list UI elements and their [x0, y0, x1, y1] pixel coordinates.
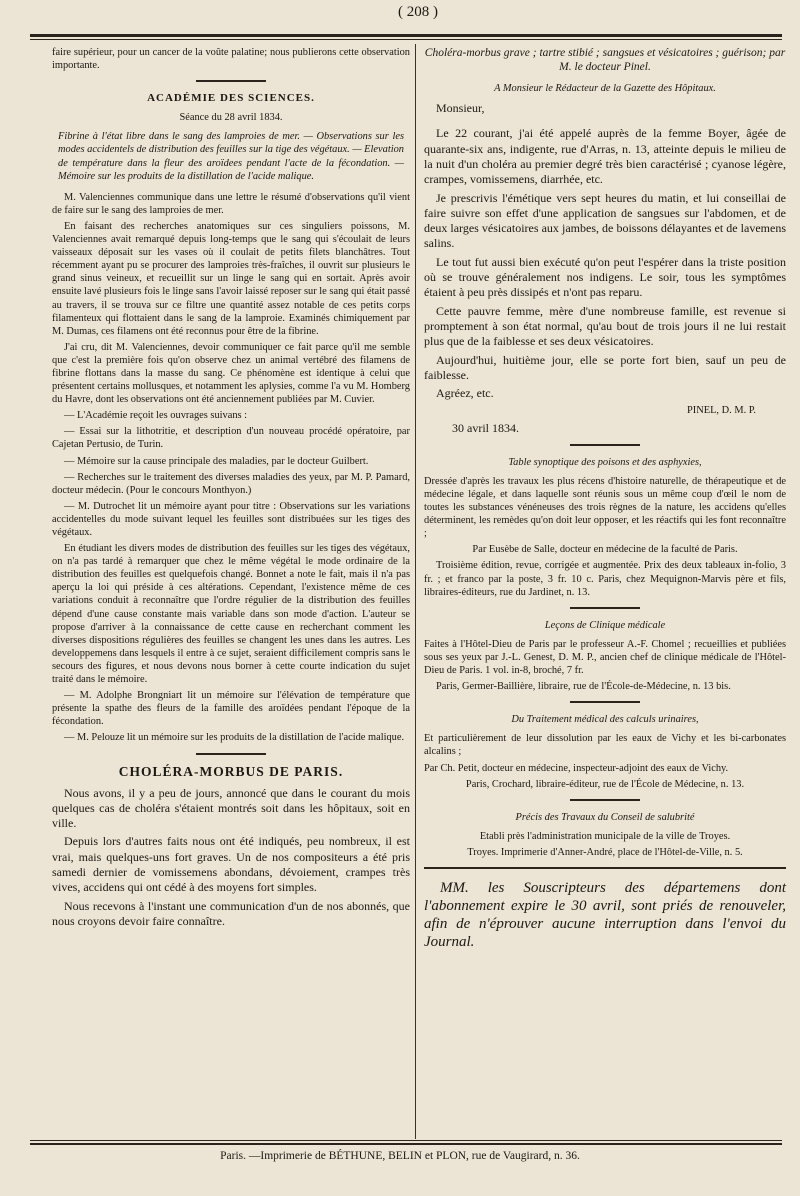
imprint-footer: Paris. —Imprimerie de BÉTHUNE, BELIN et PLON, rue de Vaugirard, n. 36.: [220, 1150, 580, 1162]
book-title: Table synoptique des poisons et des asphyxies,: [508, 456, 702, 468]
book-title: Précis des Travaux du Conseil de salubrité: [515, 811, 695, 823]
intro-paragraph: faire supérieur, pour un cancer de la voûte palatine; nous publierons cette observation importante.: [52, 47, 410, 72]
right-column: [424, 46, 786, 954]
column-divider: [415, 44, 416, 1139]
cholera-paragraph: Nous recevons à l'instant une communication d'un de nos abonnés, que nous croyons devoir faire connaître.: [52, 898, 410, 928]
separator: [570, 444, 640, 446]
academie-paragraph: J'ai cru, dit M. Valenciennes, devoir communiquer ce fait parce qu'il me semble que c'est la première fois qu'on observe chez un animal vertébré des filamens de fibrine flottans dans la masse du sang. Ce phénomène est identique à celui que présentent certains mollusques, et notamment les aplysies, comme l'a vu M. Homberg du Havre, dont les observations ont été anciennement publiées par M. Cuvier.: [52, 341, 410, 406]
academie-paragraph: M. Valenciennes communique dans une lettre le résumé d'observations qu'il vient de faire sur le sang des lamproies de mer.: [52, 191, 410, 216]
cholera-heading: CHOLÉRA-MORBUS DE PARIS.: [118, 763, 344, 779]
left-column: [52, 46, 410, 932]
book-author: Par Ch. Petit, docteur en médecine, inspecteur-adjoint des eaux de Vichy.: [424, 762, 729, 774]
letter-closing: Agréez, etc.: [436, 386, 494, 401]
cholera-paragraph: Nous avons, il y a peu de jours, annoncé que dans le courant du mois quelques cas de choléra s'étaient montrés soit dans les hôpitaux, soit en ville.: [52, 785, 410, 831]
separator: [570, 701, 640, 703]
separator: [570, 799, 640, 801]
academie-paragraph: En faisant des recherches anatomiques sur ces singuliers poissons, M. Valenciennes avait remarqué depuis long-temps que le sang qui s'écoulait de leurs vaisseaux déposait sur les vases où il coulait de petits filets blanchâtres. Tout récemment ayant pu se procurer des lamproies très-fraîches, il ouvrit sur plusieurs le grand sinus veineux, et recueillit sur un linge le sang qui en sortait. Après avoir ensuite lavé plusieurs fois le linge sans l'avoir laissé reposer sur le sang qui était passé au travers, il se trouva sur ce filtre une quantité assez notable de ces petits corps filamenteux qui flottaient dans le sang de la lamproie. Examinés chimiquement par M. Dumas, ces filamens ont été reconnus pour être de la fibrine.: [52, 220, 410, 337]
academie-paragraph: — L'Académie reçoit les ouvrages suivans :: [64, 410, 248, 422]
footer-rule-thick: [30, 1143, 782, 1145]
cholera-paragraph: Depuis lors d'autres faits nous ont été indiqués, peu nombreux, il est vrai, mais quelques-uns fort graves. Un de nos compositeurs a été pris samedi dernier de vomissemens abondans, dévoiement, crampes très vives, accidens qui ont cédé à des moyens fort simples.: [52, 834, 410, 895]
separator: [196, 753, 266, 755]
footer-rule: [30, 1140, 782, 1141]
book-description: Et particulièrement de leur dissolution par les eaux de Vichy et les bi-carbonates alcalins ;: [424, 733, 786, 758]
book-author: Par Eusèbe de Salle, docteur en médecine de la faculté de Paris.: [472, 544, 738, 556]
academie-paragraph: — M. Adolphe Brongniart lit un mémoire sur l'élévation de température que présente la spathe des fleurs de la famille des aroïdées pendant l'époque de la fécondation.: [52, 690, 410, 728]
letter-paragraph: Aujourd'hui, huitième jour, elle se porte fort bien, sauf un peu de faiblesse.: [424, 352, 786, 382]
separator: [570, 607, 640, 609]
book-publication: Troyes. Imprimerie d'Anner-André, place de l'Hôtel-de-Ville, n. 5.: [467, 846, 743, 858]
separator: [196, 80, 266, 82]
letter-paragraph: Le tout fut aussi bien exécuté qu'on peut l'espérer dans la triste position où se trouve généralement nos indigens. Le soir, tous les symptômes étaient à peu près dissipés et n'ont pas reparu.: [424, 254, 786, 300]
letter-paragraph: Cette pauvre femme, mère d'une nombreuse famille, est revenue si promptement à son état normal, qu'au bout de trois jours il ne lui restait plus que de la faiblesse et ses deux vésicatoires.: [424, 303, 786, 349]
book-description: Faites à l'Hôtel-Dieu de Paris par le professeur A.-F. Chomel ; recueillies et publiées sous ses yeux par J.-L. Genest, D. M. P., ancien chef de clinique médicale de l'Hôtel-Dieu de Paris. 1 vol. in-8, broché, 7 fr.: [424, 638, 786, 677]
case-title: Choléra-morbus grave ; tartre stibié ; sangsues et vésicatoires ; guérison; par M. le docteur Pinel.: [424, 47, 786, 73]
letter-address: A Monsieur le Rédacteur de la Gazette des Hôpitaux.: [494, 83, 716, 94]
letter-paragraph: Le 22 courant, j'ai été appelé auprès de la femme Boyer, âgée de quarante-six ans, indigente, rue d'Arras, n. 13, atteinte depuis le milieu de la nuit d'un choléra au premier degré très bien caractérisé ; cyanose légère, crampes, vomissemens, diarrhée, etc.: [424, 126, 786, 187]
book-publication: Paris, Germer-Baillière, libraire, rue de l'École-de-Médecine, n. 13 bis.: [436, 681, 731, 693]
letter-signature: PINEL, D. M. P.: [687, 405, 756, 417]
subscription-notice: MM. les Souscripteurs des départemens dont l'abonnement expire le 30 avril, sont priés de renouveler, afin de n'éprouver aucune interruption dans l'envoi du Journal.: [424, 867, 786, 951]
book-title: Du Traitement médical des calculs urinaires,: [511, 714, 699, 726]
book-publication: Troisième édition, revue, corrigée et augmentée. Prix des deux tableaux in-folio, 3 fr. ; et franco par la poste, 3 fr. 10 c. Paris, chez Mequignon-Marvis père et fils, libraires-éditeurs, rue du Jardinet, n. 13.: [424, 560, 786, 598]
page-number: ( 208 ): [398, 4, 438, 20]
seance-date: Séance du 28 avril 1834.: [179, 112, 283, 124]
book-description: Etabli près l'administration municipale de la ville de Troyes.: [479, 830, 731, 842]
academie-paragraph: — Mémoire sur la cause principale des maladies, par le docteur Guilbert.: [64, 455, 369, 467]
header-rule: [30, 34, 782, 37]
letter-date: 30 avril 1834.: [452, 420, 519, 435]
letter-salutation: Monsieur,: [436, 101, 485, 116]
academie-summary: Fibrine à l'état libre dans le sang des lamproies de mer. — Observations sur les modes accidentels de distribution des feuilles sur la tige des végétaux. — Elevation de température dans la fleur des aroïdees pendant l'acte de la fécondation. — Mémoire sur les produits de la distillation de l'acide malique.: [58, 131, 404, 182]
academie-paragraph: — Essai sur la lithotritie, et description d'un nouveau procédé opératoire, par Cajetan Pertusio, de Turin.: [52, 426, 410, 451]
academie-heading: ACADÉMIE DES SCIENCES.: [147, 92, 315, 105]
book-publication: Paris, Crochard, libraire-éditeur, rue de l'École de Médecine, n. 13.: [465, 778, 745, 790]
letter-paragraph: Je prescrivis l'émétique vers sept heures du matin, et lui conseillai de faire suivre son effet d'une application de sangsues sur l'abdomen, et de deux larges vésicatoires aux jambes, de boissons délayantes et de lavemens salins.: [424, 190, 786, 251]
academie-paragraph: — M. Dutrochet lit un mémoire ayant pour titre : Observations sur les variations accidentelles du mode suivant lequel les feuilles sont distribuées sur les tiges des végétaux.: [52, 500, 410, 538]
book-description: Dressée d'après les travaux les plus récens d'histoire naturelle, de thérapeutique et de médecine légale, et dans laquelle sont réunis sous un même coup d'œil le nom de toutes les substances vénéneuses des trois règnes de la nature, les accidens qu'elles déterminent, les remèdes qu'on doit leur opposer, et les réactifs qui les font reconnaître ;: [424, 475, 786, 540]
header-rule-thin: [30, 39, 782, 40]
book-title: Leçons de Clinique médicale: [544, 619, 666, 631]
academie-paragraph: — Recherches sur le traitement des diverses maladies des yeux, par M. P. Pamard, docteur médecin. (Pour le concours Monthyon.): [52, 471, 410, 496]
academie-paragraph: En étudiant les divers modes de distribution des feuilles sur les tiges des végétaux, on n'a pas tardé à remarquer que chez le même végétal le mode ordinaire de la distribution des feuilles est quelquefois changé. Bonnet a note le fait, mais il n'a pas aperçu la loi qui préside à ces altérations. Cependant, l'existence même de ces variations conduit à reconnaître que l'ordre régulier de la distribution des feuilles dépend d'une cause constante mais variable dans son mode d'action. L'auteur se propose d'arriver à la connaissance de cette cause en recherchant comment les diverses dispositions régulières des feuilles se changent les unes dans les autres. Les developpemens dans lesquels il entre à ce sujet, seraient difficilement compris sans le secours des figures, et nous devons nous borner à cette courte indication du sujet traité dans le mémoire.: [52, 543, 410, 686]
academie-paragraph: — M. Pelouze lit un mémoire sur les produits de la distillation de l'acide malique.: [64, 732, 405, 744]
